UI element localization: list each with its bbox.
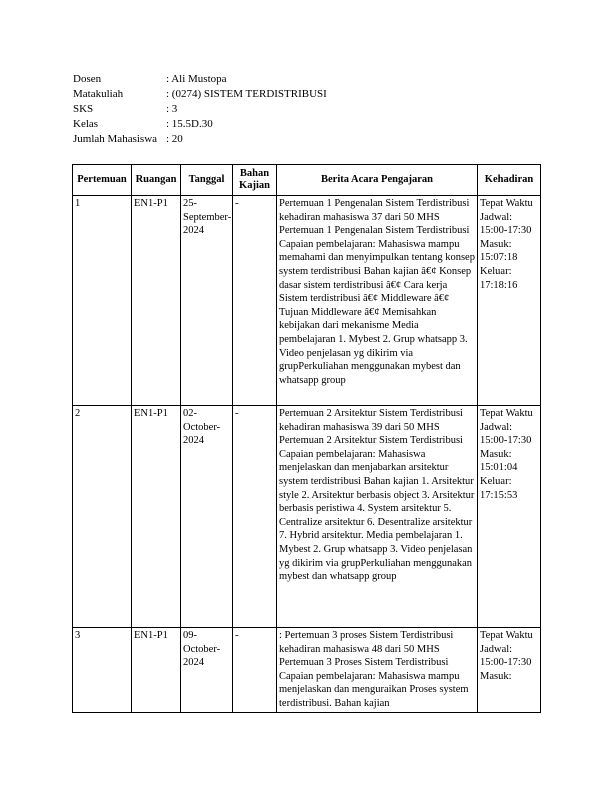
col-header-tanggal: Tanggal bbox=[181, 165, 233, 196]
cell-berita-acara: Pertemuan 2 Arsitektur Sistem Terdistribusi kehadiran mahasiswa 39 dari 50 MHS Pertemuan 2 Arsitektur Sistem Terdistribusi Capaian pembelajaran: Mahasiswa menjelaskan dan menjabarkan arsitektur system terdistribusi Bahan kajian 1. Arsitektur style 2. Arsitektur berbasis object 3. Arsitektur berbasis peristiwa 4. System arsitektur 5. Centralize arsitektur 6. Desentralize arsitektur 7. Hybrid arsitektur. Media pembelajaran 1. Mybest 2. Grup whatsapp 3. Video penjelasan yg dikirim via grupPerkuliahan menggunakan mybest dan whatsapp group bbox=[277, 406, 478, 628]
cell-kehadiran: Tepat Waktu Jadwal: 15:00-17:30 Masuk: 15:01:04 Keluar: 17:15:53 bbox=[478, 406, 541, 628]
dosen-label: Dosen bbox=[73, 73, 102, 85]
cell-berita-acara: : Pertemuan 3 proses Sistem Terdistribusi kehadiran mahasiswa 48 dari 50 MHS Pertemuan 3 Proses Sistem Terdistribusi Capaian pembelajaran: Mahasiswa mampu menjelaskan dan menguraikan Proses system terdistribusi. Bahan kajian bbox=[277, 628, 478, 713]
info-sks bbox=[73, 102, 327, 117]
cell-kehadiran: Tepat Waktu Jadwal: 15:00-17:30 Masuk: bbox=[478, 628, 541, 713]
berita-acara-table bbox=[72, 164, 541, 713]
col-header-pertemuan: Pertemuan bbox=[73, 165, 132, 196]
cell-kehadiran: Tepat Waktu Jadwal: 15:00-17:30 Masuk: 15:07:18 Keluar: 17:18:16 bbox=[478, 196, 541, 406]
info-kelas bbox=[73, 117, 327, 132]
kelas-label: Kelas bbox=[73, 118, 99, 130]
matakuliah-value: : (0274) SISTEM TERDISTRIBUSI bbox=[166, 88, 327, 100]
cell-ruangan: EN1-P1 bbox=[132, 196, 181, 406]
col-header-bahan-kajian: Bahan Kajian bbox=[233, 165, 277, 196]
cell-pertemuan: 1 bbox=[73, 196, 132, 406]
cell-pertemuan: 2 bbox=[73, 406, 132, 628]
cell-bahan-kajian: - bbox=[233, 406, 277, 628]
cell-bahan-kajian: - bbox=[233, 628, 277, 713]
cell-ruangan: EN1-P1 bbox=[132, 406, 181, 628]
sks-label: SKS bbox=[73, 103, 94, 115]
jumlah-value: : 20 bbox=[166, 133, 183, 145]
sks-value: : 3 bbox=[166, 103, 178, 115]
jumlah-label: Jumlah Mahasiswa bbox=[73, 133, 158, 145]
table-row bbox=[73, 406, 541, 628]
cell-ruangan: EN1-P1 bbox=[132, 628, 181, 713]
table-header-row bbox=[73, 165, 541, 196]
col-header-kehadiran: Kehadiran bbox=[478, 165, 541, 196]
col-header-berita-acara: Berita Acara Pengajaran bbox=[277, 165, 478, 196]
table-row bbox=[73, 196, 541, 406]
col-header-ruangan: Ruangan bbox=[132, 165, 181, 196]
cell-tanggal: 02-October-2024 bbox=[181, 406, 233, 628]
info-dosen bbox=[73, 72, 327, 87]
cell-bahan-kajian: - bbox=[233, 196, 277, 406]
info-matakuliah bbox=[73, 87, 327, 102]
course-info bbox=[73, 72, 327, 147]
cell-pertemuan: 3 bbox=[73, 628, 132, 713]
dosen-value: : Ali Mustopa bbox=[166, 73, 227, 85]
cell-tanggal: 25-September-2024 bbox=[181, 196, 233, 406]
kelas-value: : 15.5D.30 bbox=[166, 118, 213, 130]
info-jumlah-mahasiswa bbox=[73, 132, 327, 147]
cell-tanggal: 09-October-2024 bbox=[181, 628, 233, 713]
cell-berita-acara: Pertemuan 1 Pengenalan Sistem Terdistribusi kehadiran mahasiswa 37 dari 50 MHS Pertemuan 1 Pengenalan Sistem Terdistribusi Capaian pembelajaran: Mahasiswa mampu memahami dan menyimpulkan tentang konsep system terdistribusi Bahan kajian â€¢ Konsep dasar sistem terdistribusi â€¢ Cara kerja Sistem terdistribusi â€¢ Middleware â€¢ Tujuan Middleware â€¢ Memisahkan kebijakan dari mekanisme Media pembelajaran 1. Mybest 2. Grup whatsapp 3. Video penjelasan yg dikirim via grupPerkuliahan menggunakan mybest dan whatsapp group bbox=[277, 196, 478, 406]
table-row bbox=[73, 628, 541, 713]
matakuliah-label: Matakuliah bbox=[73, 88, 124, 100]
